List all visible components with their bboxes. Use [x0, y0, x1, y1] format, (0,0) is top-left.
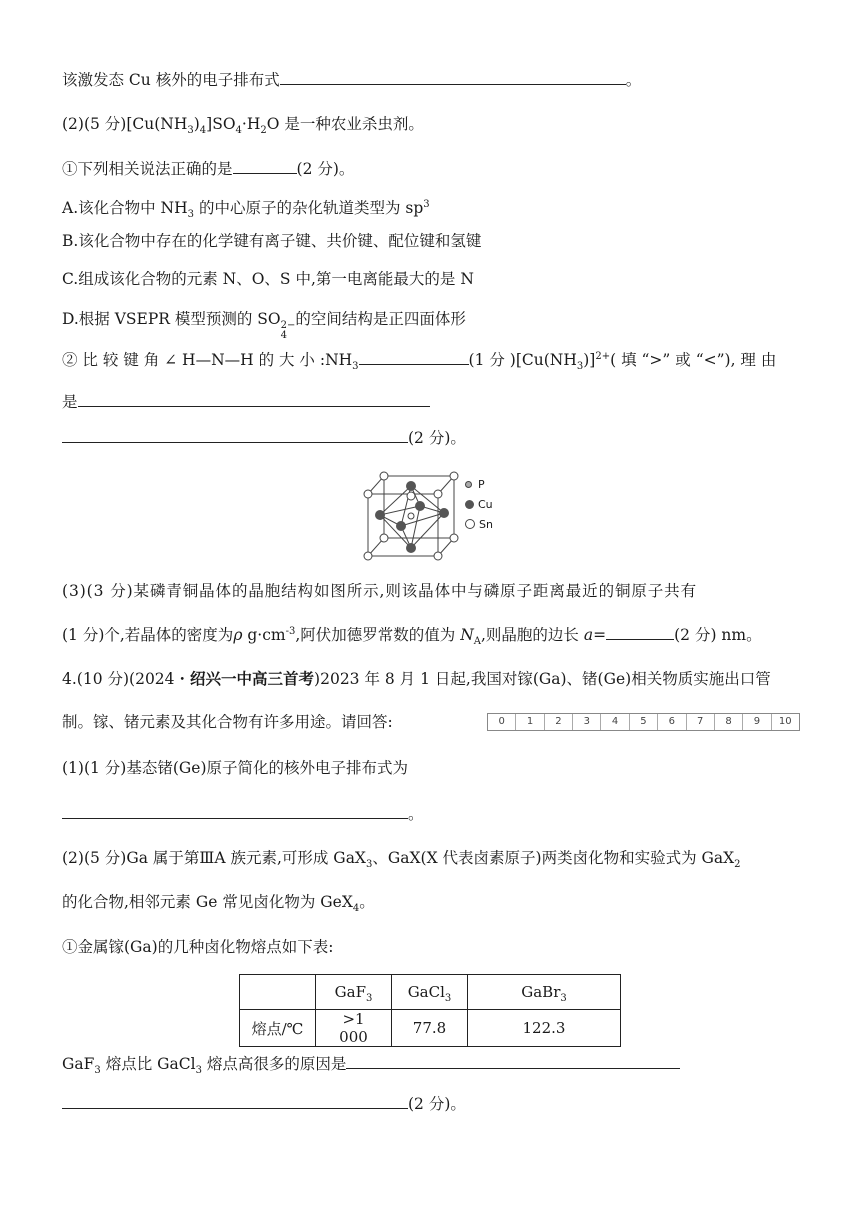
- scale-cell[interactable]: 0: [488, 714, 516, 730]
- text: 熔点高很多的原因是: [201, 1055, 347, 1073]
- question-4-2-reason: [62, 1052, 680, 1075]
- text: Cu: [478, 498, 493, 511]
- legend-sn: [465, 518, 493, 538]
- answer-blank[interactable]: [62, 1092, 408, 1109]
- table-cell: GaBr$_3$: [468, 975, 621, 1010]
- subscript: 2: [260, 125, 267, 137]
- answer-blank[interactable]: [359, 348, 469, 365]
- text: (1 分)个,若晶体的密度为: [62, 626, 234, 644]
- table-header-row: [240, 975, 621, 1010]
- question-4-2-line-2: [62, 891, 375, 913]
- answer-blank[interactable]: [233, 157, 297, 174]
- question-4-2-1: [62, 936, 333, 958]
- text: 。: [625, 71, 642, 89]
- text: )]: [583, 351, 596, 369]
- superscript: 2−: [280, 320, 296, 331]
- scale-cell[interactable]: 7: [687, 714, 715, 730]
- legend-cu: [465, 498, 493, 518]
- scale-cell[interactable]: 10: [778, 716, 792, 727]
- text: 的中心原子的杂化轨道类型为 sp: [194, 199, 424, 217]
- text: 是: [62, 393, 78, 411]
- option-b: [62, 230, 481, 252]
- text: (2 分) nm。: [674, 626, 762, 644]
- reason-line-2: [62, 426, 466, 449]
- text: (3)(3 分)某磷青铜晶体的晶胞结构如图所示,则该晶体中与磷原子距离最近的铜原子共有: [62, 582, 697, 600]
- text: 该激发态 Cu 核外的电子排布式: [62, 71, 280, 89]
- text: (2 分)。: [296, 160, 355, 178]
- line-electron-config: [62, 68, 641, 91]
- text: 、GaX(X 代表卤素原子)两类卤化物和实验式为 GaX: [372, 849, 735, 867]
- diagram-legend: [465, 478, 493, 538]
- text: ·H: [241, 115, 261, 133]
- legend-p: [465, 478, 493, 498]
- subscript: 3: [94, 1065, 101, 1077]
- answer-blank[interactable]: [280, 68, 626, 85]
- text: (2)(5 分)[Cu(NH: [62, 115, 188, 133]
- text: N: [460, 626, 474, 644]
- answer-blank[interactable]: [62, 802, 408, 819]
- superscript: 2+: [595, 350, 611, 362]
- subscript: 4: [280, 330, 288, 341]
- scale-cell[interactable]: 5: [630, 714, 658, 730]
- scale-cell[interactable]: 6: [658, 714, 686, 730]
- text: ρ: [233, 626, 243, 644]
- question-3-line-1: [62, 580, 697, 602]
- text: (2)(5 分)Ga 属于第ⅢA 族元素,可形成 GaX: [62, 849, 366, 867]
- subscript: 3: [352, 361, 359, 373]
- text: ①金属镓(Ga)的几种卤化物熔点如下表:: [62, 938, 334, 956]
- text: ]SO: [206, 115, 236, 133]
- question-4-1: [62, 757, 408, 779]
- subscript: A: [473, 636, 481, 648]
- text: 4.(10 分)(2024・: [62, 670, 191, 688]
- scale-cell[interactable]: 3: [573, 714, 601, 730]
- table-cell: GaCl$_3$: [392, 975, 468, 1010]
- answer-blank[interactable]: [78, 390, 430, 407]
- option-d: [62, 308, 466, 341]
- text: a: [583, 626, 594, 644]
- table-cell: 熔点/℃: [240, 1010, 316, 1047]
- subscript: 4: [352, 903, 360, 915]
- text: ): [193, 115, 200, 133]
- text: P: [478, 478, 485, 491]
- unit-cell-diagram: [358, 466, 468, 566]
- text: 的空间结构是正四面体形: [295, 310, 466, 328]
- source-label: 绍兴一中高三首考: [190, 670, 315, 688]
- superscript: 3: [423, 198, 430, 210]
- text: ,则晶胞的边长: [481, 626, 584, 644]
- scale-cell[interactable]: 4: [601, 714, 629, 730]
- question-2-2: [62, 348, 798, 371]
- text: ①下列相关说法正确的是: [62, 160, 233, 178]
- text: (2 分)。: [408, 1095, 466, 1113]
- question-4-2-line-1: [62, 847, 741, 869]
- option-c: [62, 268, 474, 290]
- option-a: [62, 197, 430, 219]
- text: A.该化合物中 NH: [62, 199, 188, 217]
- table-row: [240, 1010, 621, 1047]
- question-2-intro: [62, 113, 424, 135]
- table-cell: 77.8: [392, 1010, 468, 1047]
- text: (1)(1 分)基态锗(Ge)原子简化的核外电子排布式为: [62, 759, 408, 777]
- score-scale: [487, 713, 800, 731]
- subscript: 3: [195, 1065, 202, 1077]
- text: =: [593, 626, 607, 644]
- table-cell: GaF$_3$: [316, 975, 392, 1010]
- text: 。: [408, 805, 424, 823]
- text: O 是一种农业杀虫剂。: [266, 115, 424, 133]
- ion-charge: [281, 321, 296, 341]
- text: g·cm: [242, 626, 286, 644]
- subscript: 4: [235, 125, 242, 137]
- subscript: 4: [199, 125, 207, 137]
- text: (2 分)。: [408, 429, 466, 447]
- answer-blank[interactable]: [346, 1052, 680, 1069]
- subscript: 3: [576, 361, 584, 373]
- text: B.该化合物中存在的化学键有离子键、共价键、配位键和氢键: [62, 232, 482, 250]
- answer-blank[interactable]: [606, 623, 674, 640]
- scale-cell[interactable]: 9: [743, 714, 771, 730]
- superscript: -3: [285, 625, 296, 637]
- melting-point-table: [239, 974, 621, 1047]
- table-cell: [240, 975, 316, 1010]
- text: ,阿伏加德罗常数的值为: [295, 626, 461, 644]
- question-4-2-reason-2: [62, 1092, 466, 1115]
- subscript: 2: [734, 859, 741, 871]
- question-3-line-2: [62, 623, 762, 646]
- scale-cell[interactable]: 1: [516, 714, 544, 730]
- text: ( 填 “>” 或 “<”), 理 由: [610, 351, 777, 369]
- subscript: 3: [187, 209, 195, 221]
- question-4-line-2: [62, 711, 393, 733]
- text: ② 比 较 键 角 ∠ H—N—H 的 大 小 :NH: [62, 351, 353, 369]
- text: (1 分 )[Cu(NH: [468, 351, 577, 369]
- text: 熔点比 GaCl: [100, 1055, 196, 1073]
- text: D.根据 VSEPR 模型预测的 SO: [62, 310, 281, 328]
- scale-cell[interactable]: 2: [545, 714, 573, 730]
- answer-blank[interactable]: [62, 426, 408, 443]
- text: 制。镓、锗元素及其化合物有许多用途。请回答:: [62, 713, 393, 731]
- subscript: 3: [365, 859, 373, 871]
- reason-line-1: [62, 390, 430, 413]
- table-cell: 122.3: [468, 1010, 621, 1047]
- subscript: 3: [187, 125, 194, 137]
- text: 。: [359, 893, 375, 911]
- text: GaF: [62, 1055, 95, 1073]
- scale-cell[interactable]: 8: [715, 714, 743, 730]
- text: Sn: [479, 518, 493, 531]
- question-2-1: [62, 157, 354, 180]
- text: C.组成该化合物的元素 N、O、S 中,第一电离能最大的是 N: [62, 270, 474, 288]
- text: )2023 年 8 月 1 日起,我国对镓(Ga)、锗(Ge)相关物质实施出口管: [314, 670, 771, 688]
- question-4-line-1: [62, 668, 771, 690]
- table-cell: >1 000: [316, 1010, 392, 1047]
- question-4-1-answer: [62, 802, 424, 825]
- text: 的化合物,相邻元素 Ge 常见卤化物为 GeX: [62, 893, 353, 911]
